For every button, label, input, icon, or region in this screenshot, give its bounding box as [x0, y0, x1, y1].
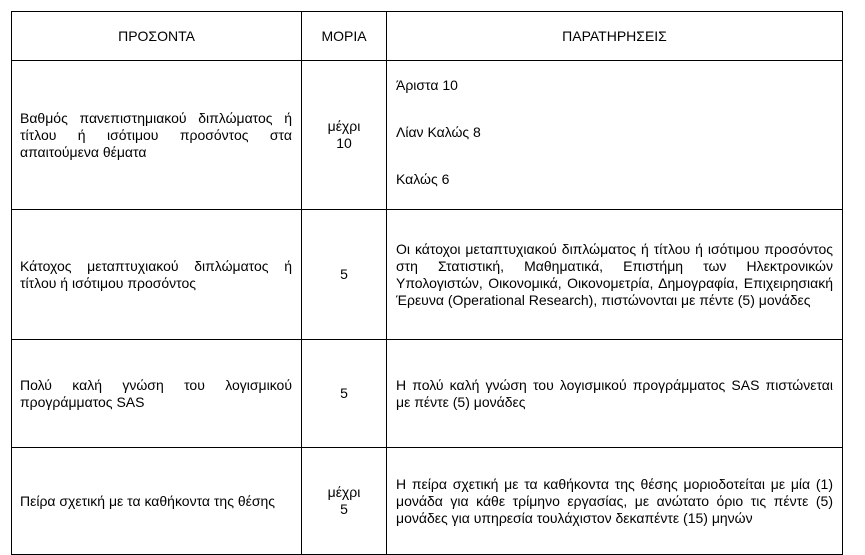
qualification-cell: Κάτοχος μεταπτυχιακού διπλώματος ή τίτλου ή ισότιμου προσόντος — [12, 210, 302, 340]
grade-very-good: Λίαν Καλώς 8 — [396, 123, 481, 140]
header-points: ΜΟΡΙΑ — [302, 12, 387, 61]
qualification-cell: Πολύ καλή γνώση του λογισμικού προγράμματος SAS — [12, 340, 302, 448]
points-cell — [302, 210, 387, 340]
table-row — [12, 61, 843, 210]
remark-cell: Η πολύ καλή γνώση του λογισμικού προγράμματος SAS πιστώνεται με πέντε (5) μονάδες — [387, 340, 843, 448]
table-row — [12, 448, 843, 555]
points-prefix: μέχρι — [327, 484, 361, 500]
points-value: 10 — [336, 135, 352, 151]
criteria-table — [11, 11, 843, 555]
remark-cell: Οι κάτοχοι μεταπτυχιακού διπλώματος ή τίτλου ή ισότιμου προσόντος στη Στατιστική, Μαθηματικά, Επιστήμη των Ηλεκτρονικών Υπολογιστών, Οικονομικά, Οικονομετρία, Δημογραφία, Επιχειρησιακή Έρευνα (Operational Research), πιστώνονται με πέντε (5) μονάδες — [387, 210, 843, 340]
qualification-cell: Βαθμός πανεπιστημιακού διπλώματος ή τίτλου ή ισότιμου προσόντος στα απαιτούμενα θέματα — [12, 61, 302, 210]
table-row — [12, 340, 843, 448]
header-remarks: ΠΑΡΑΤΗΡΗΣΕΙΣ — [387, 12, 843, 61]
points-value: 5 — [340, 501, 348, 517]
points-value: 5 — [340, 266, 348, 282]
points-value: 5 — [340, 385, 348, 401]
header-row — [12, 12, 843, 61]
qualification-cell: Πείρα σχετική με τα καθήκοντα της θέσης — [12, 448, 302, 555]
grade-good: Καλώς 6 — [396, 170, 450, 187]
points-cell — [302, 448, 387, 555]
grades-cell — [387, 61, 843, 210]
points-cell — [302, 61, 387, 210]
grade-excellent: Άριστα 10 — [396, 76, 458, 93]
table-row — [12, 210, 843, 340]
remark-cell: Η πείρα σχετική με τα καθήκοντα της θέσης μοριοδοτείται με μία (1) μονάδα για κάθε τρίμηνο εργασίας, με ανώτατο όριο τις πέντε (5) μονάδες για υπηρεσία τουλάχιστον δεκαπέντε (15) μηνών — [387, 448, 843, 555]
points-cell — [302, 340, 387, 448]
points-prefix: μέχρι — [327, 118, 361, 134]
header-qualifications: ΠΡΟΣΟΝΤΑ — [12, 12, 302, 61]
